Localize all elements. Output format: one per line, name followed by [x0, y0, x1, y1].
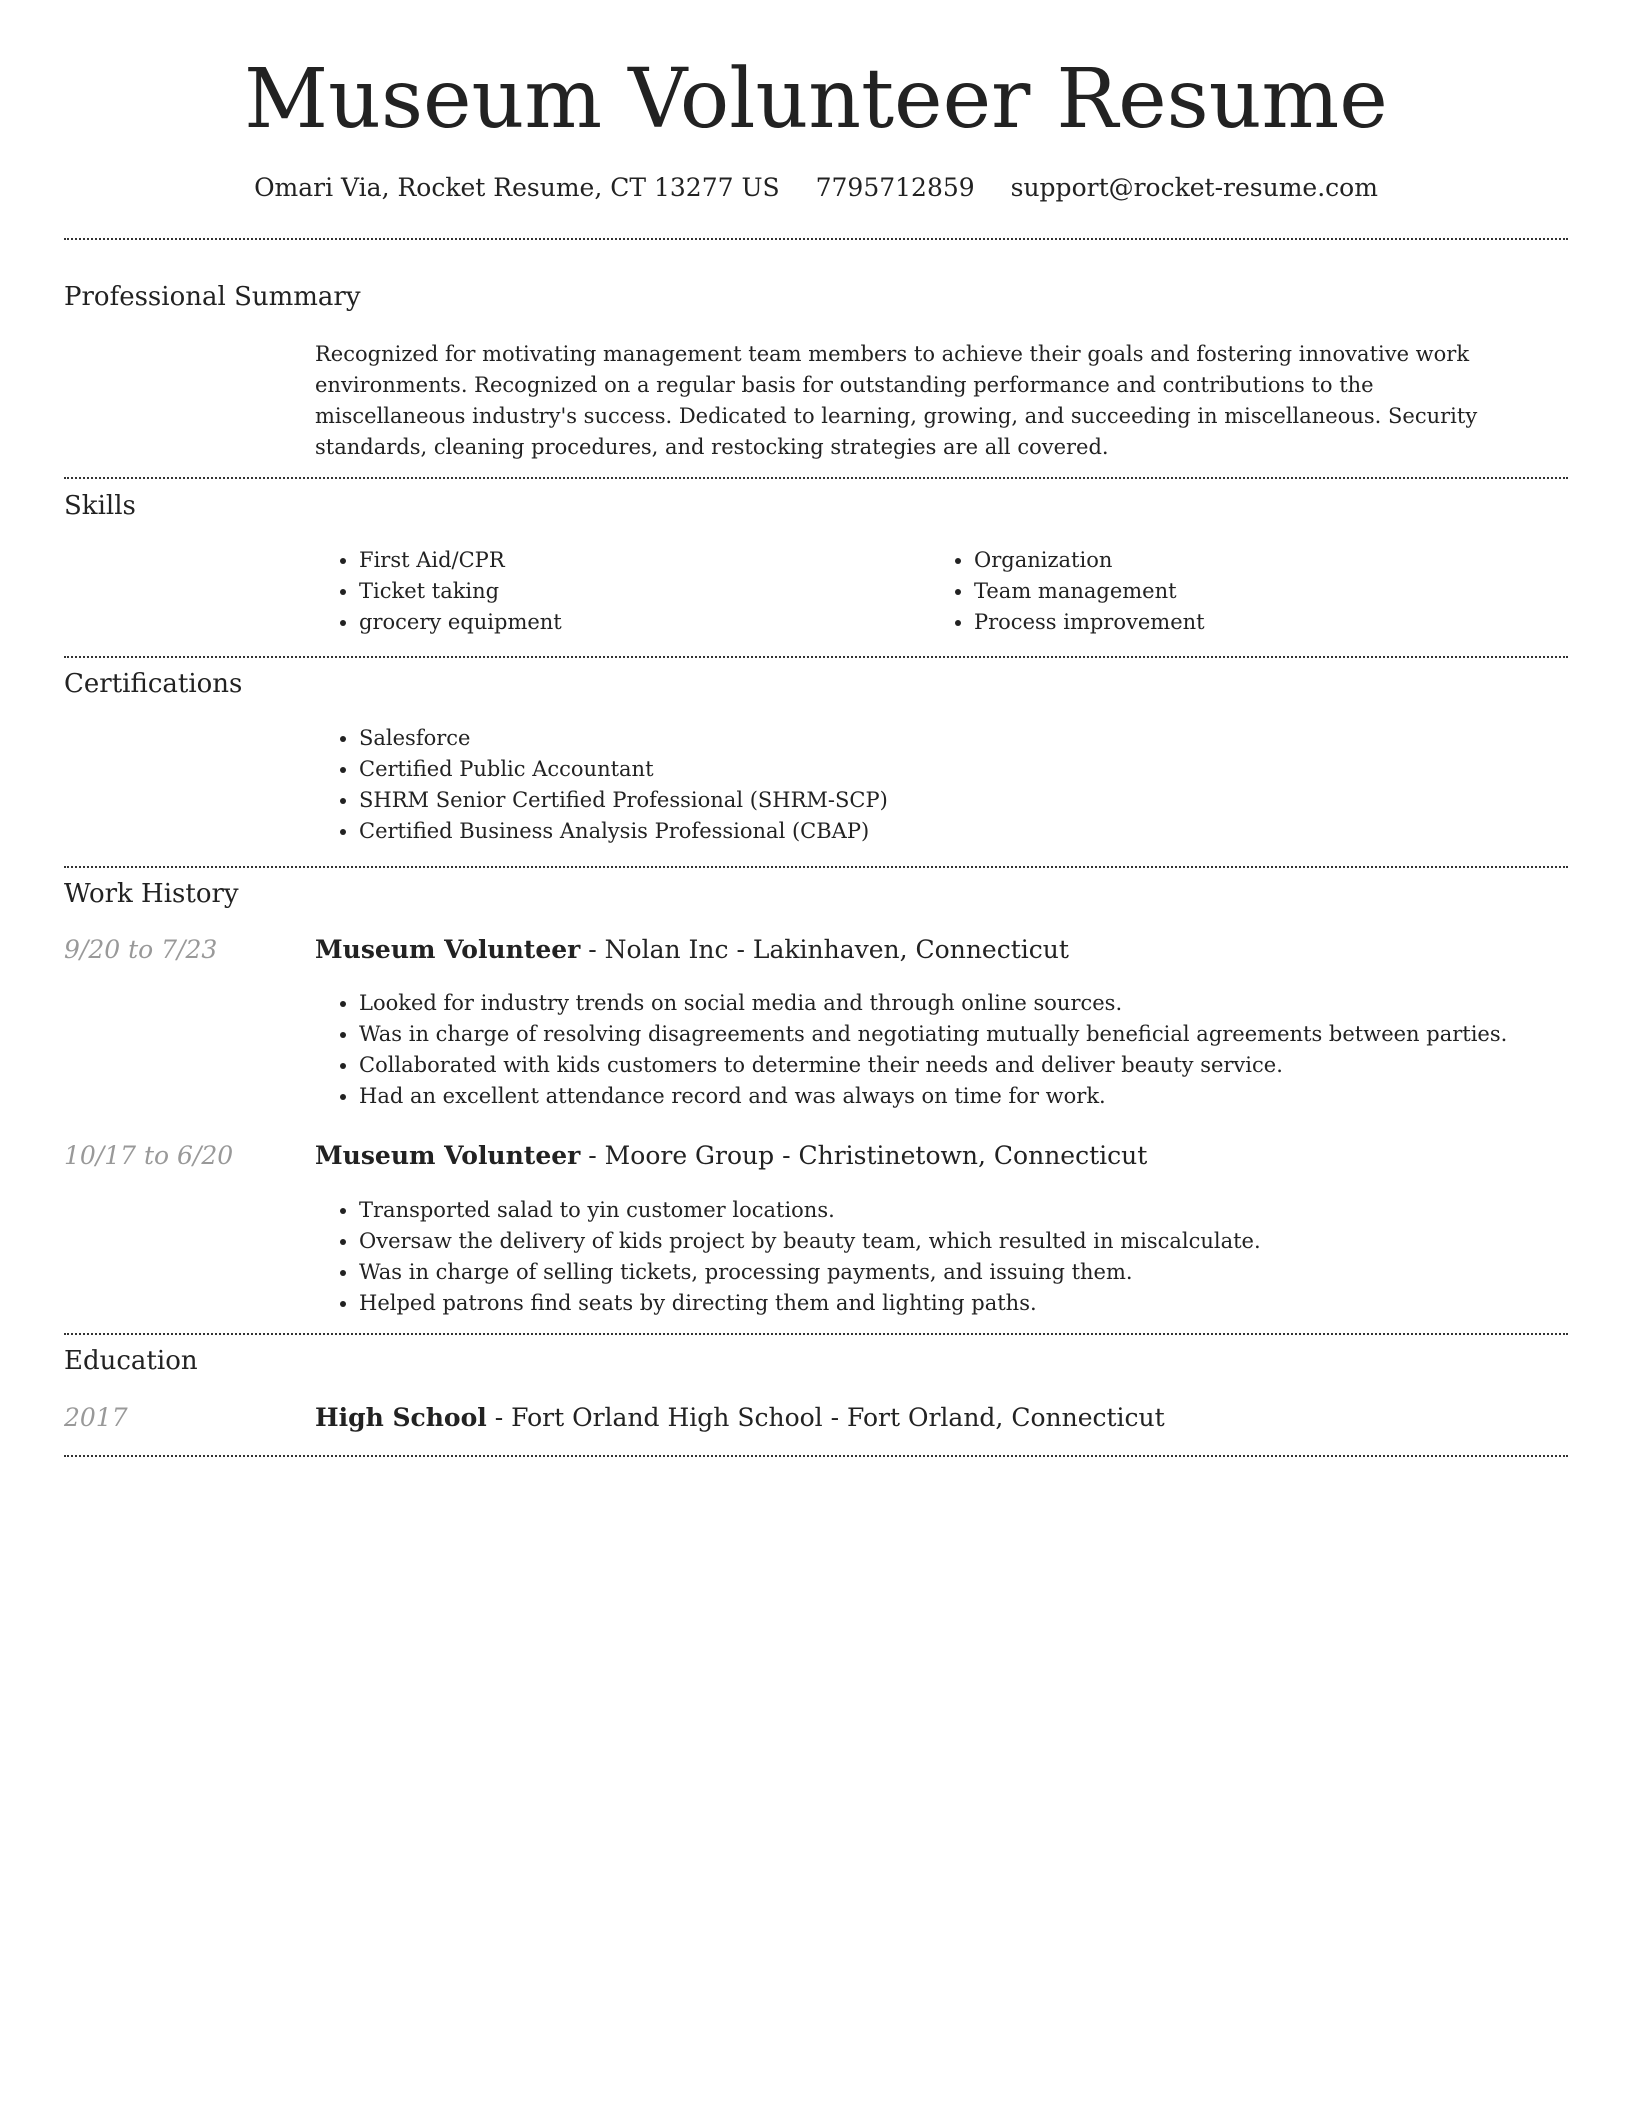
contact-info	[0, 170, 1632, 206]
skills-heading: Skills	[64, 491, 136, 521]
summary-text: Recognized for motivating management team members to achieve their goals and fostering innovative work environments. Recognized on a regular basis for outstanding performance and contributions to the miscellaneous industry's success. Dedicated to learning, growing, and succeeding in miscellaneous. Security standards, cleaning procedures, and restocking strategies are all covered.	[315, 342, 1478, 459]
contact-email: support@rocket-resume.com	[1010, 173, 1378, 202]
education-heading: Education	[64, 1346, 198, 1376]
job-dates: 10/17 to 6/20	[64, 1141, 234, 1170]
job-bullet: • Helped patrons find seats by directing them and lighting paths.	[359, 1288, 1609, 1319]
skills-list-left	[315, 545, 919, 638]
education-details: - Fort Orland High School - Fort Orland, Connecticut	[486, 1403, 1165, 1432]
skill-item: • Organization	[974, 545, 1534, 576]
skill-item: • Ticket taking	[359, 576, 919, 607]
skill-item: • Team management	[974, 576, 1534, 607]
job-bullets	[315, 1195, 1609, 1319]
education-title	[315, 1401, 1165, 1435]
job-bullet: • Oversaw the delivery of kids project by beauty team, which resulted in miscalculate.	[359, 1226, 1609, 1257]
job-bullet: • Was in charge of resolving disagreements and negotiating mutually beneficial agreements between parties.	[359, 1019, 1609, 1050]
certifications-heading: Certifications	[64, 669, 243, 699]
job-bullet: • Looked for industry trends on social media and through online sources.	[359, 988, 1609, 1019]
certification-item: • Certified Business Analysis Professional (CBAP)	[359, 816, 1539, 847]
section-divider	[64, 1333, 1568, 1335]
certifications-list	[315, 723, 1539, 847]
skill-item: • grocery equipment	[359, 607, 919, 638]
section-divider	[64, 866, 1568, 868]
section-divider	[64, 656, 1568, 658]
summary-heading: Professional Summary	[64, 282, 361, 312]
job-title	[315, 933, 1069, 967]
skill-item: • First Aid/CPR	[359, 545, 919, 576]
job-title	[315, 1139, 1147, 1173]
job-role: Museum Volunteer	[315, 935, 581, 964]
job-bullet: • Collaborated with kids customers to determine their needs and deliver beauty service.	[359, 1050, 1609, 1081]
contact-phone: 7795712859	[815, 173, 975, 202]
job-role: Museum Volunteer	[315, 1141, 581, 1170]
job-bullets	[315, 988, 1609, 1112]
job-details: - Nolan Inc - Lakinhaven, Connecticut	[580, 935, 1069, 964]
section-divider	[64, 477, 1568, 479]
job-bullet: • Was in charge of selling tickets, processing payments, and issuing them.	[359, 1257, 1609, 1288]
certification-item: • SHRM Senior Certified Professional (SHRM-SCP)	[359, 785, 1539, 816]
certification-item: • Certified Public Accountant	[359, 754, 1539, 785]
education-degree: High School	[315, 1403, 487, 1432]
work-history-heading: Work History	[64, 879, 239, 909]
skills-list-right	[930, 545, 1534, 638]
resume-title: Museum Volunteer Resume	[244, 52, 1388, 147]
job-dates: 9/20 to 7/23	[64, 935, 218, 964]
section-divider	[64, 1455, 1568, 1457]
section-divider	[64, 238, 1568, 240]
education-year: 2017	[64, 1403, 128, 1432]
job-bullet: • Transported salad to yin customer locations.	[359, 1195, 1609, 1226]
job-bullet: • Had an excellent attendance record and was always on time for work.	[359, 1081, 1609, 1112]
job-details: - Moore Group - Christinetown, Connecticut	[580, 1141, 1148, 1170]
skill-item: • Process improvement	[974, 607, 1534, 638]
contact-address: Omari Via, Rocket Resume, CT 13277 US	[254, 173, 780, 202]
certification-item: • Salesforce	[359, 723, 1539, 754]
